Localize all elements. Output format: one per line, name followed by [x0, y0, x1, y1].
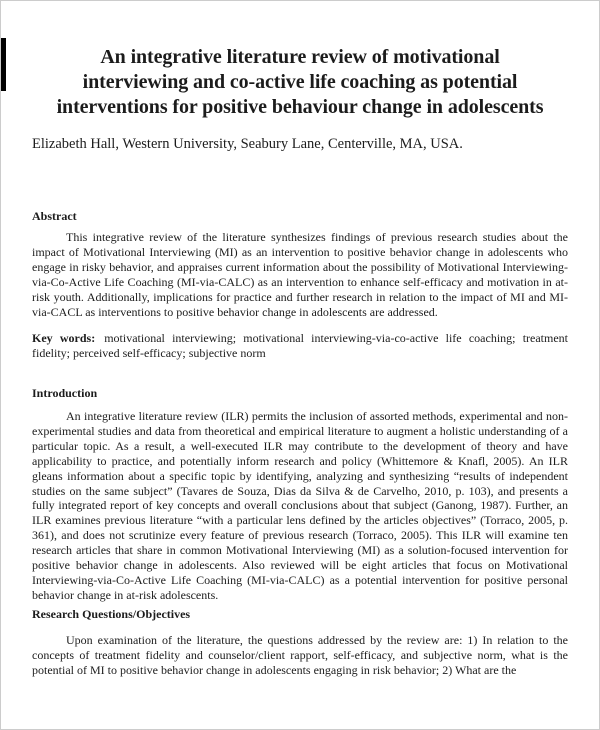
keywords-line	[32, 331, 568, 361]
abstract-paragraph: This integrative review of the literature synthesizes findings of previous research studies about the impact of Motivational Interviewing (MI) as an intervention to positive behavior change in adolescents who engage in risky behavior, and appraises current information about the possibility of Motivational Interviewing-via-Co-Active Life Coaching (MI-via-CALC) as an intervention to enhance self-efficacy and motivation in at-risk youth. Additionally, implications for practice and further research in relation to the impact of MI and MI-via-CACL as interventions to positive behavior change in adolescents are addressed.	[32, 230, 568, 319]
introduction-heading: Introduction	[32, 386, 98, 400]
keywords-label: Key words:	[32, 331, 96, 345]
scan-artifact-bar	[1, 38, 6, 91]
abstract-heading: Abstract	[32, 209, 77, 223]
research-questions-heading: Research Questions/Objectives	[32, 607, 191, 621]
keywords-text: motivational interviewing; motivational interviewing-via-co-active life coaching; treatment fidelity; perceived self-efficacy; subjective norm	[32, 331, 569, 360]
paper-title-line-3: interventions for positive behaviour change in adolescents	[56, 96, 544, 118]
introduction-paragraph: An integrative literature review (ILR) permits the inclusion of assorted methods, experimental and non-experimental studies and data from theoretical and empirical literature to augment a holistic understanding of a particular topic. As a result, a well-executed ILR may contribute to the development of theory and have applicability to practice, and potentially inform research and policy (Whittemore & Knafl, 2005). An ILR gleans information about a specific topic by identifying, analyzing and synthesizing “results of independent studies on the same subject” (Tavares de Souza, Dias da Silva & de Carvelho, 2010, p. 103), and presents a fully integrated report of key concepts and overall conclusions about that subject (Ganong, 1987). Further, an ILR examines previous literature “with a particular lens defined by the articles objectives” (Torraco, 2005, p. 361), and does not scrutinize every feature of previous research (Torraco, 2005). This ILR will examine ten research articles that share in common Motivational Interviewing (MI) as a solution-focused intervention for positive behavior change in adolescents. Also reviewed will be eight articles that focus on Motivational Interviewing-via-Co-Active Life Coaching (MI-via-CALC) as a potential intervention for positive personal behavior change in at-risk adolescents.	[32, 409, 568, 602]
paper-title-line-2: interviewing and co-active life coaching as potential	[82, 71, 518, 93]
research-questions-paragraph: Upon examination of the literature, the questions addressed by the review are: 1) In relation to the concepts of treatment fidelity and counselor/client rapport, self-efficacy, and subjective norm, what is the potential of MI to positive behavior change in adolescents engaging in risk behavior; 2) What are the	[32, 633, 568, 677]
author-line: Elizabeth Hall, Western University, Seabury Lane, Centerville, MA, USA.	[32, 136, 463, 152]
paper-title	[29, 45, 571, 120]
paper-title-line-1: An integrative literature review of motivational	[100, 46, 500, 68]
